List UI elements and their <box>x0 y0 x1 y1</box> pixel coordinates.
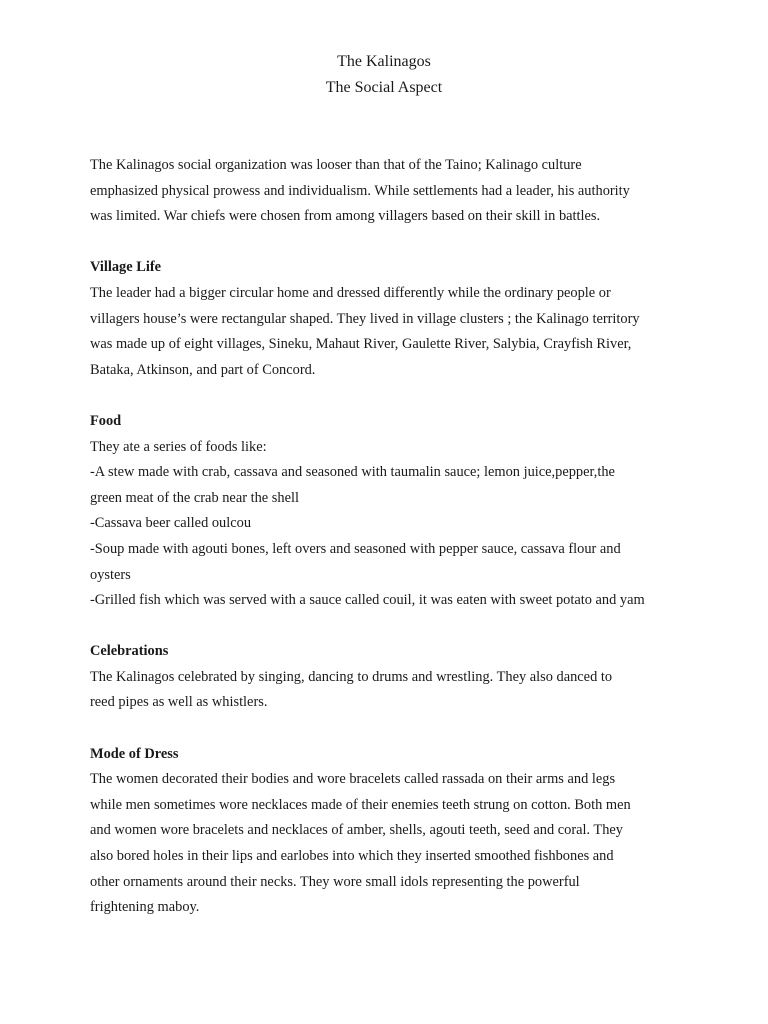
body-line: frightening maboy. <box>90 899 200 916</box>
document-title <box>0 49 768 101</box>
section-food <box>90 409 690 614</box>
title-line-2: The Social Aspect <box>325 79 443 96</box>
body-line: They ate a series of foods like: <box>90 438 267 455</box>
body-line: green meat of the crab near the shell <box>90 489 299 506</box>
section-celebrations <box>90 639 690 716</box>
body-line: reed pipes as well as whistlers. <box>90 694 268 711</box>
title-line-1: The Kalinagos <box>337 53 431 70</box>
body-line: Bataka, Atkinson, and part of Concord. <box>90 361 316 378</box>
body-line: emphasized physical prowess and individualism. While settlements had a leader, his authority <box>90 182 630 199</box>
body-line: was made up of eight villages, Sineku, Mahaut River, Gaulette River, Salybia, Crayfish River, <box>90 336 632 353</box>
body-line: The leader had a bigger circular home and dressed differently while the ordinary people or <box>90 284 611 301</box>
section-village-life <box>90 255 690 383</box>
body-line: The Kalinagos celebrated by singing, dancing to drums and wrestling. They also danced to <box>90 668 613 685</box>
body-line: while men sometimes wore necklaces made of their enemies teeth strung on cotton. Both men <box>90 796 631 813</box>
body-line: -Cassava beer called oulcou <box>90 515 252 532</box>
body-line: also bored holes in their lips and earlobes into which they inserted smoothed fishbones and <box>90 848 614 865</box>
section-heading: Mode of Dress <box>90 745 179 762</box>
section-heading: Village Life <box>90 259 162 276</box>
body-line: The Kalinagos social organization was looser than that of the Taino; Kalinago culture <box>90 157 582 173</box>
body-line: and women wore bracelets and necklaces of amber, shells, agouti teeth, seed and coral. They <box>90 822 624 839</box>
section-heading: Celebrations <box>90 643 169 660</box>
section-mode-of-dress <box>90 742 690 921</box>
body-line: -Grilled fish which was served with a sauce called couil, it was eaten with sweet potato and yam <box>90 592 645 609</box>
body-line: was limited. War chiefs were chosen from among villagers based on their skill in battles. <box>90 208 601 225</box>
section-heading: Food <box>90 412 122 429</box>
body-line: -A stew made with crab, cassava and seasoned with taumalin sauce; lemon juice,pepper,the <box>90 464 615 481</box>
body-line: The women decorated their bodies and wore bracelets called rassada on their arms and legs <box>90 771 616 788</box>
body-line: other ornaments around their necks. They wore small idols representing the powerful <box>90 873 580 890</box>
body-line: oysters <box>90 566 131 583</box>
document-body <box>90 153 690 921</box>
body-line: villagers house’s were rectangular shaped. They lived in village clusters ; the Kalinago territory <box>90 310 640 327</box>
body-line: -Soup made with agouti bones, left overs and seasoned with pepper sauce, cassava flour and <box>90 540 621 557</box>
intro-paragraph <box>90 153 690 230</box>
